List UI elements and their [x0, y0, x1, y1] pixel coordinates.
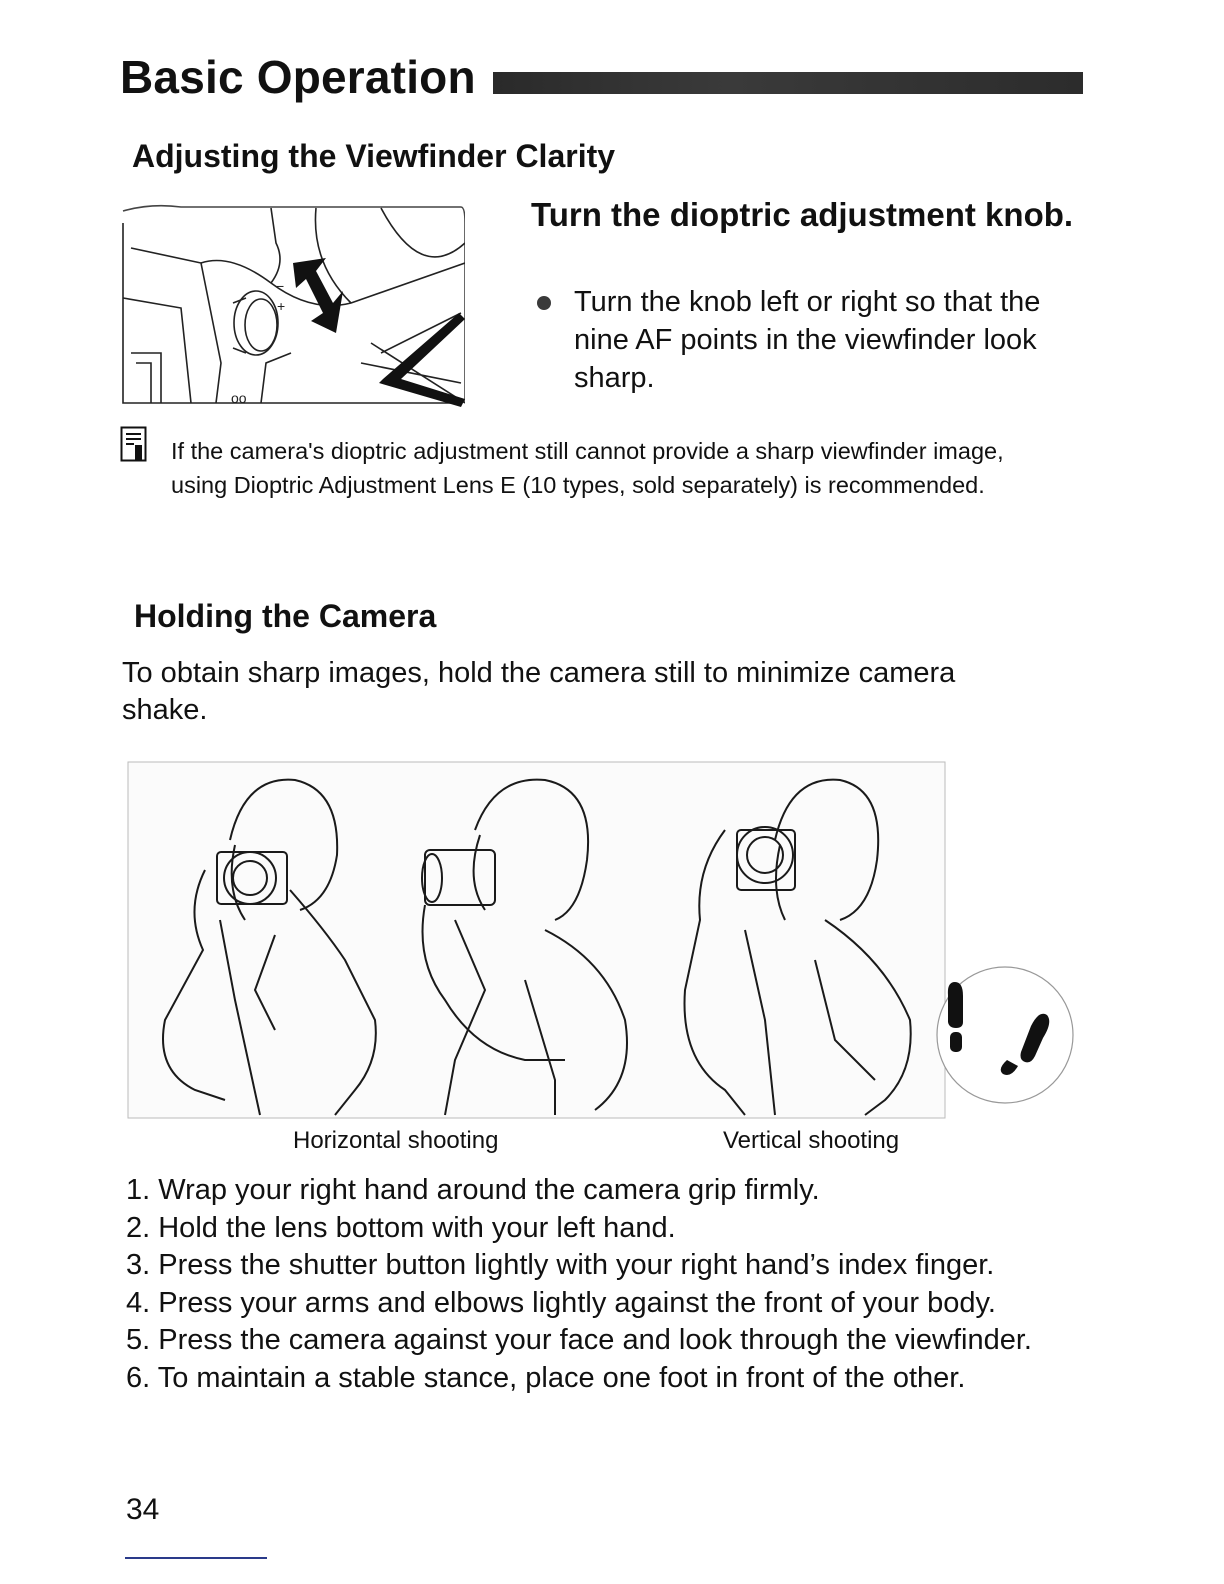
svg-text:+: +: [277, 298, 286, 314]
list-item: 4. Press your arms and elbows lightly against the front of your body.: [126, 1286, 996, 1319]
list-item: 2. Hold the lens bottom with your left hand.: [126, 1211, 676, 1244]
caption-horizontal: Horizontal shooting: [293, 1127, 499, 1154]
footer-rule: [125, 1557, 267, 1559]
note-text: If the camera's dioptric adjustment still cannot provide a sharp viewfinder image, using Dioptric Adjustment Lens E (10 types, sold separately) is recommended.: [171, 438, 1004, 498]
section-heading-viewfinder: Adjusting the Viewfinder Clarity: [132, 138, 616, 174]
list-item: 5. Press the camera against your face and look through the viewfinder.: [126, 1324, 1032, 1356]
holding-camera-illustration: [125, 760, 1075, 1120]
svg-text:−: −: [276, 278, 285, 294]
intro-text: To obtain sharp images, hold the camera still to minimize camera shake.: [122, 657, 956, 726]
bullet-text: Turn the knob left or right so that the nine AF points in the viewfinder look sharp.: [574, 286, 1041, 394]
page-title: Basic Operation: [120, 51, 476, 103]
svg-text:oo: oo: [231, 390, 247, 406]
holding-steps-list: [126, 1172, 1126, 1397]
section-heading-holding: Holding the Camera: [134, 598, 437, 634]
bullet-dot-icon: [537, 296, 551, 310]
list-item: 6. To maintain a stable stance, place one foot in front of the other.: [126, 1361, 966, 1394]
step-heading: Turn the dioptric adjustment knob.: [531, 196, 1074, 233]
memo-icon: [120, 426, 150, 462]
list-item: 1. Wrap your right hand around the camera grip firmly.: [126, 1174, 820, 1206]
list-item: 3. Press the shutter button lightly with your right hand’s index finger.: [126, 1249, 995, 1281]
dioptric-knob-illustration: [121, 203, 465, 408]
title-bar: [493, 72, 1083, 94]
caption-vertical: Vertical shooting: [723, 1127, 900, 1154]
footprints-icon: [937, 967, 1073, 1103]
page-number: 34: [126, 1493, 160, 1526]
